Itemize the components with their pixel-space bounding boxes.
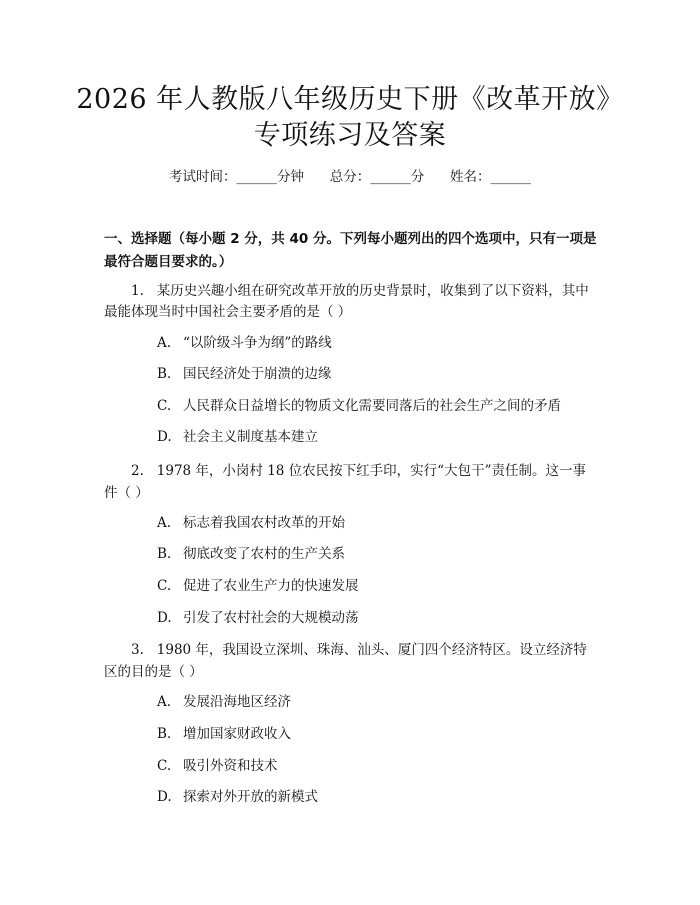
question-2-number: 2.: [131, 463, 144, 479]
option-letter: C.: [157, 578, 172, 594]
option-letter: A.: [157, 694, 172, 710]
document-title-line-2: 专项练习及答案: [253, 120, 447, 151]
option-text: 社会主义制度基本建立: [183, 429, 318, 445]
question-2-option-b: [157, 544, 617, 564]
question-3-stem-line-1: [104, 638, 600, 662]
option-text: 促进了农业生产力的快速发展: [183, 578, 359, 594]
question-3-option-d: [157, 787, 617, 807]
option-text: 国民经济处于崩溃的边缘: [183, 366, 332, 382]
option-text: “以阶级斗争为纲”的路线: [183, 335, 332, 351]
option-letter: D.: [157, 610, 172, 626]
question-1-option-c: [157, 396, 617, 416]
option-letter: B.: [157, 726, 172, 742]
question-2-stem-line-1: [104, 459, 600, 483]
option-text: 增加国家财政收入: [183, 726, 291, 742]
question-2-option-d: [157, 608, 617, 628]
option-text: 引发了农村社会的大规模动荡: [183, 610, 359, 626]
option-text: 彻底改变了农村的生产关系: [183, 546, 345, 562]
exam-info-line: 考试时间：______分钟 总分：______分 姓名：______: [169, 169, 531, 185]
question-3-option-c: [157, 756, 617, 776]
option-letter: C.: [157, 398, 172, 414]
question-1-option-a: [157, 333, 617, 353]
question-1-text: 某历史兴趣小组在研究改革开放的历史背景时，收集到了以下资料，其中: [156, 283, 589, 299]
question-1-stem-line-2: 最能体现当时中国社会主要矛盾的是（ ）: [104, 304, 352, 320]
section-heading-line-2: 最符合题目要求的。）: [104, 254, 233, 270]
document-title-line-1: 2026 年人教版八年级历史下册《改革开放》: [76, 84, 624, 115]
option-letter: B.: [157, 546, 172, 562]
question-2-stem-line-2: 件（ ）: [104, 485, 149, 501]
option-text: 探索对外开放的新模式: [183, 789, 318, 805]
option-letter: D.: [157, 789, 172, 805]
option-letter: D.: [157, 429, 172, 445]
option-text: 人民群众日益增长的物质文化需要同落后的社会生产之间的矛盾: [183, 398, 561, 414]
question-3-option-b: [157, 724, 617, 744]
question-2-option-c: [157, 576, 617, 596]
question-3-stem-line-2: 区的目的是（ ）: [104, 664, 203, 680]
question-1-option-d: [157, 427, 617, 447]
question-2-text: 1978 年，小岗村 18 位农民按下红手印，实行“大包干”责任制。这一事: [156, 463, 586, 479]
question-3-number: 3.: [131, 642, 144, 658]
option-letter: C.: [157, 758, 172, 774]
option-text: 吸引外资和技术: [183, 758, 278, 774]
section-heading-line-1: 一、选择题（每小题 2 分，共 40 分。下列每小题列出的四个选项中，只有一项是: [104, 231, 597, 247]
question-2-option-a: [157, 513, 617, 533]
question-3-text: 1980 年，我国设立深圳、珠海、汕头、厦门四个经济特区。设立经济特: [156, 642, 587, 658]
question-3-option-a: [157, 692, 617, 712]
option-letter: A.: [157, 335, 172, 351]
option-text: 标志着我国农村改革的开始: [183, 515, 345, 531]
option-text: 发展沿海地区经济: [183, 694, 291, 710]
option-letter: B.: [157, 366, 172, 382]
option-letter: A.: [157, 515, 172, 531]
question-1-number: 1.: [131, 283, 144, 299]
question-1-option-b: [157, 364, 617, 384]
